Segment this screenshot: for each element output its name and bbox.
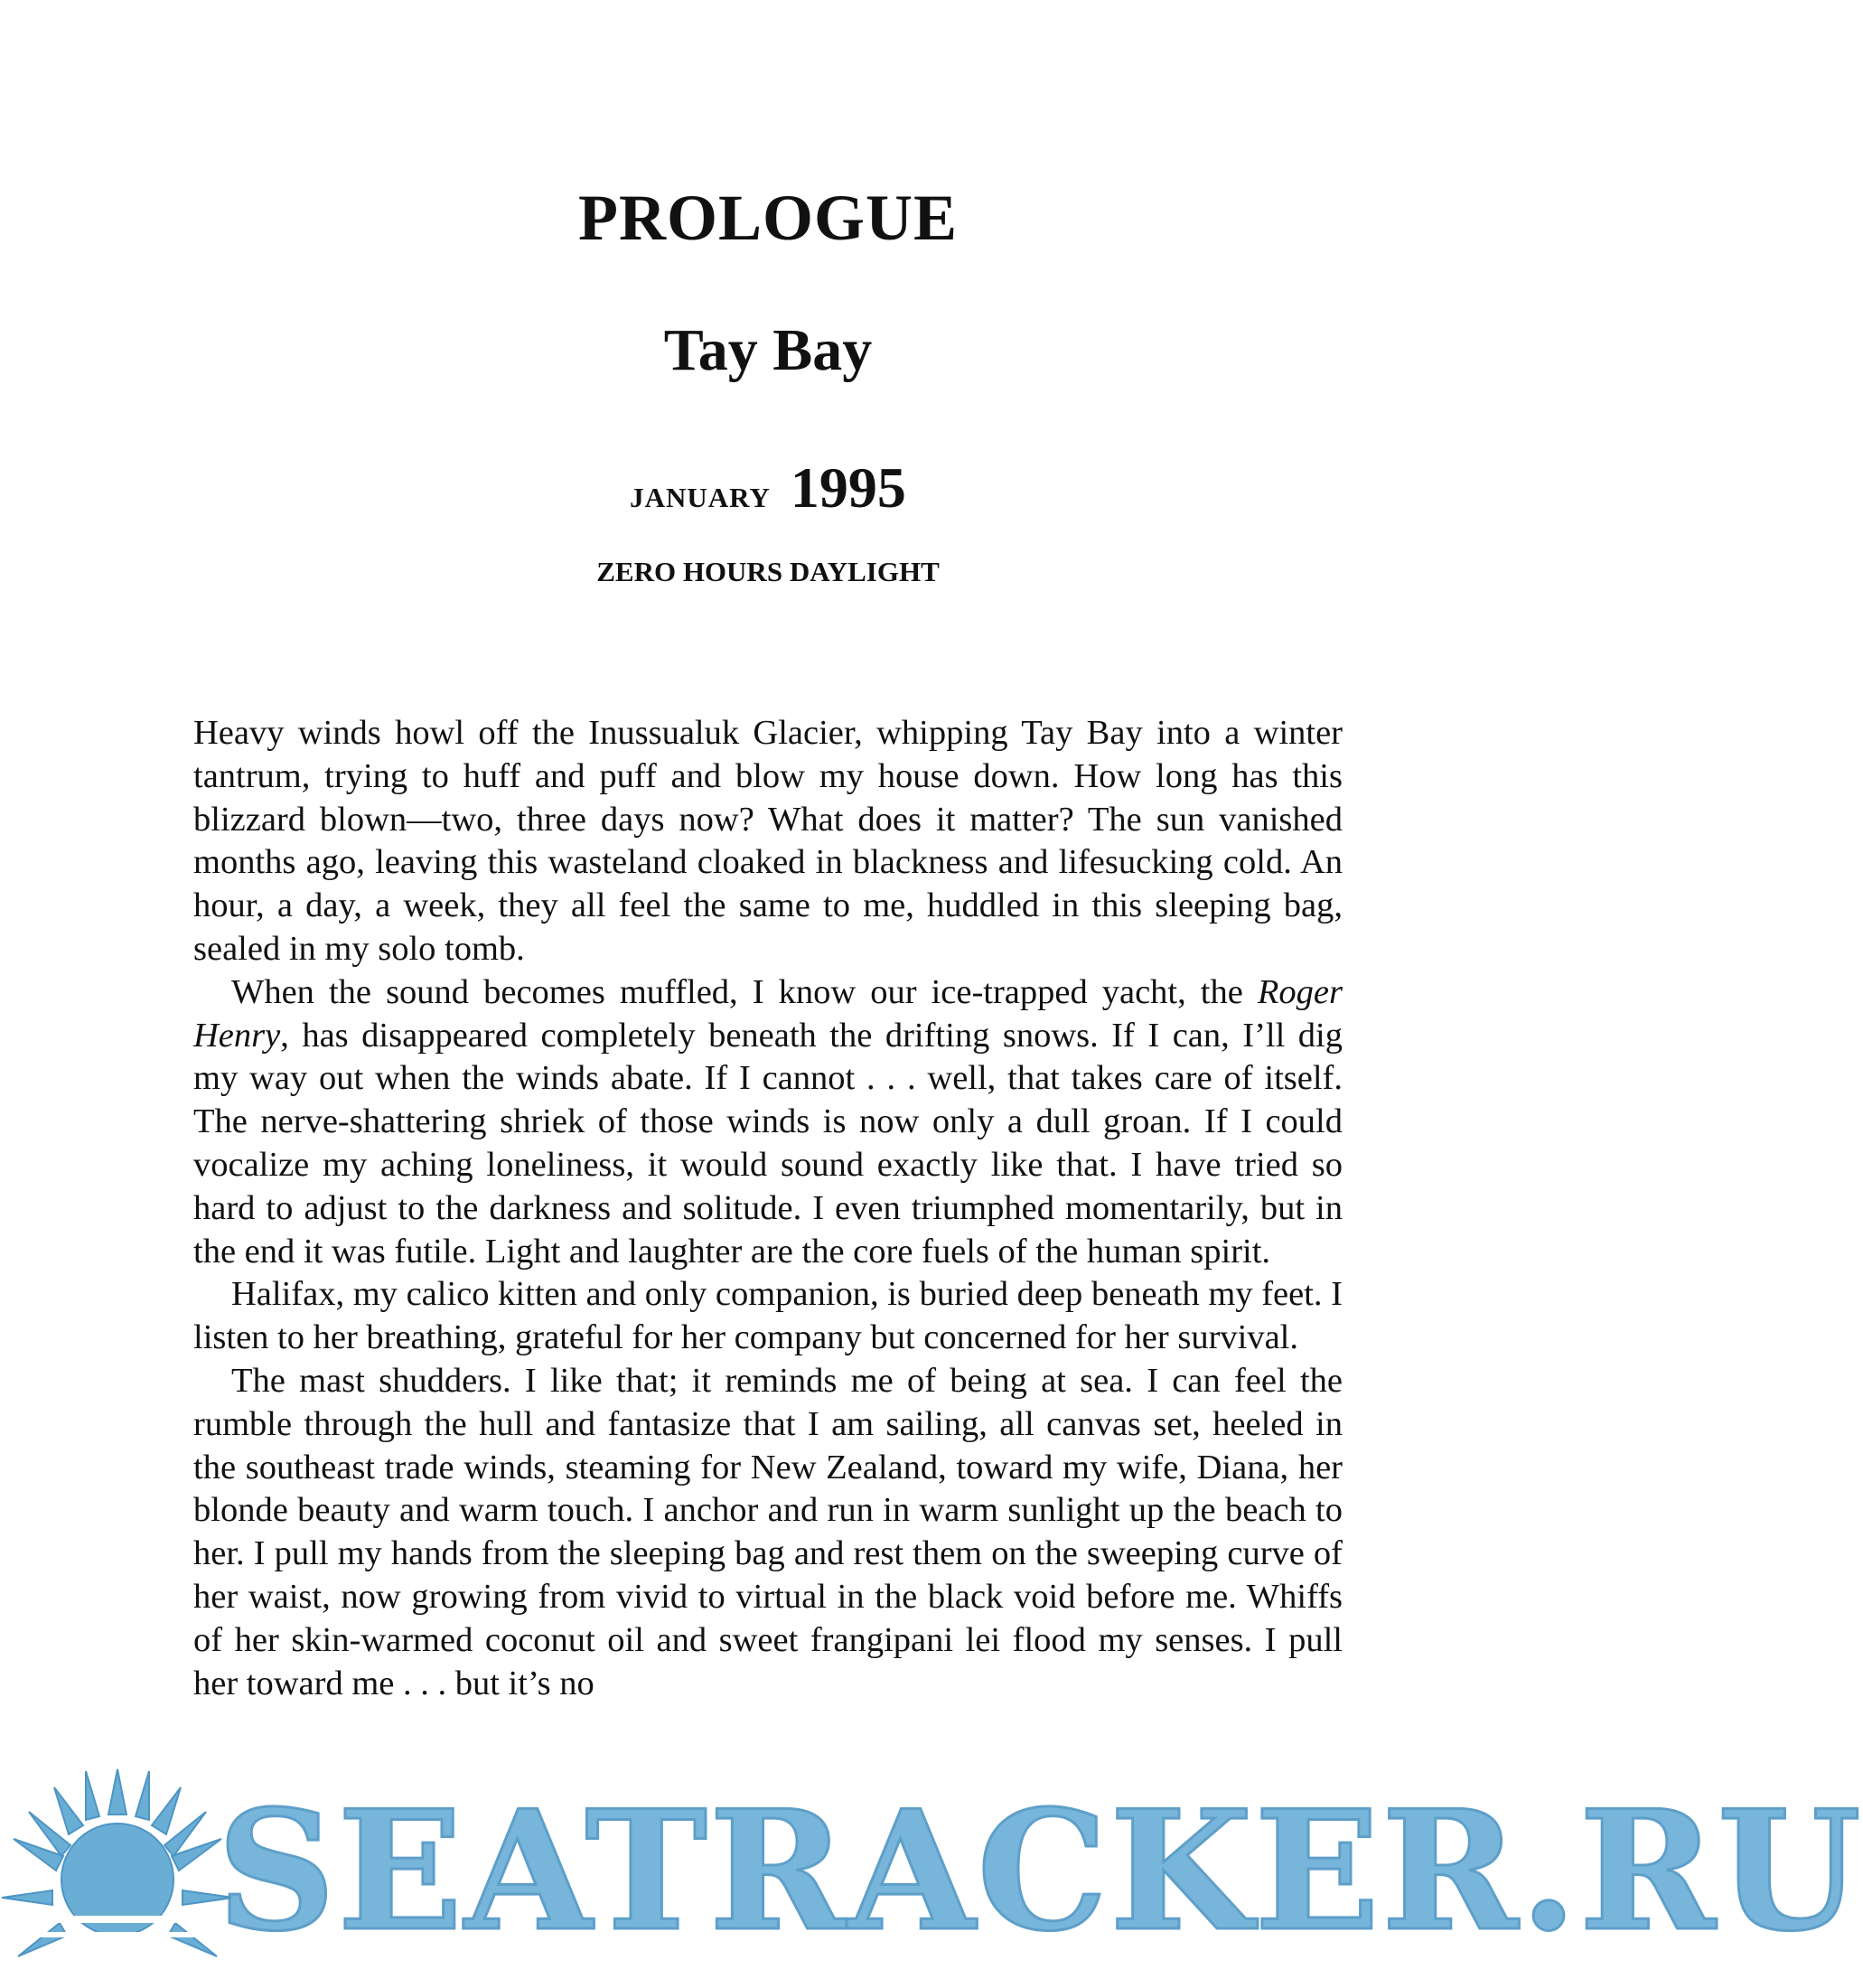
paragraph-2-text-b: , has disappeared completely beneath the drifting snows. If I can, I’ll dig my way out when the winds abate. If I cannot . . . well, that takes care of itself. The nerve-shattering shriek of those winds is now only a dull groan. If I could vocalize my aching loneliness, it would sound exactly like that. I have tried so hard to adjust to the darkness and solitude. I even triumphed momentarily, but in the end it was futile. Light and laughter are the core fuels of the human spirit. — [193, 1016, 1343, 1271]
paragraph-2 — [193, 971, 1343, 1274]
paragraph-3 — [193, 1273, 1343, 1360]
paragraph-4-text: The mast shudders. I like that; it reminds me of being at sea. I can feel the rumble through the hull and fantasize that I am sailing, all canvas set, heeled in the southeast trade winds, steaming for New Zealand, toward my wife, Diana, her blonde beauty and warm touch. I anchor and run in warm sunlight up the beach to her. I pull my hands from the sleeping bag and rest them on the sweeping curve of her waist, now growing from vivid to virtual in the black void before me. Whiffs of her skin-warmed coconut oil and sweet frangipani lei flood my senses. I pull her toward me . . . but it’s no — [193, 1361, 1343, 1702]
paragraph-1 — [193, 712, 1343, 971]
paragraph-4 — [193, 1360, 1343, 1705]
watermark-text: SEATRACKER.RU — [217, 1774, 1863, 1967]
subhead: ZERO HOURS DAYLIGHT — [596, 556, 940, 587]
ship-name: Roger Henry — [193, 972, 1343, 1055]
chapter-title: Tay Bay — [663, 317, 873, 383]
body-text — [193, 712, 1343, 1705]
paragraph-1-text: Heavy winds howl off the Inussualuk Glacier, whipping Tay Bay into a winter tantrum, trying to huff and puff and blow my house down. How long has this blizzard blown—two, three days now? What does it matter? The sun vanished months ago, leaving this wasteland cloaked in blackness and lifesucking cold. An hour, a day, a week, they all feel the same to me, huddled in this sleeping bag, sealed in my solo tomb. — [193, 714, 1343, 968]
dateline-month: JANUARY — [630, 482, 771, 513]
sun-icon — [0, 1762, 235, 1979]
chapter-label: PROLOGUE — [577, 182, 959, 254]
paragraph-3-text: Halifax, my calico kitten and only companion, is buried deep beneath my feet. I listen to her breathing, grateful for her company but concerned for her survival. — [193, 1275, 1343, 1357]
paragraph-2-text-a: When the sound becomes muffled, I know our ice-trapped yacht, the — [231, 972, 1258, 1011]
dateline-year: 1995 — [790, 455, 906, 520]
watermark — [0, 1762, 1863, 1988]
dateline — [0, 456, 1536, 535]
